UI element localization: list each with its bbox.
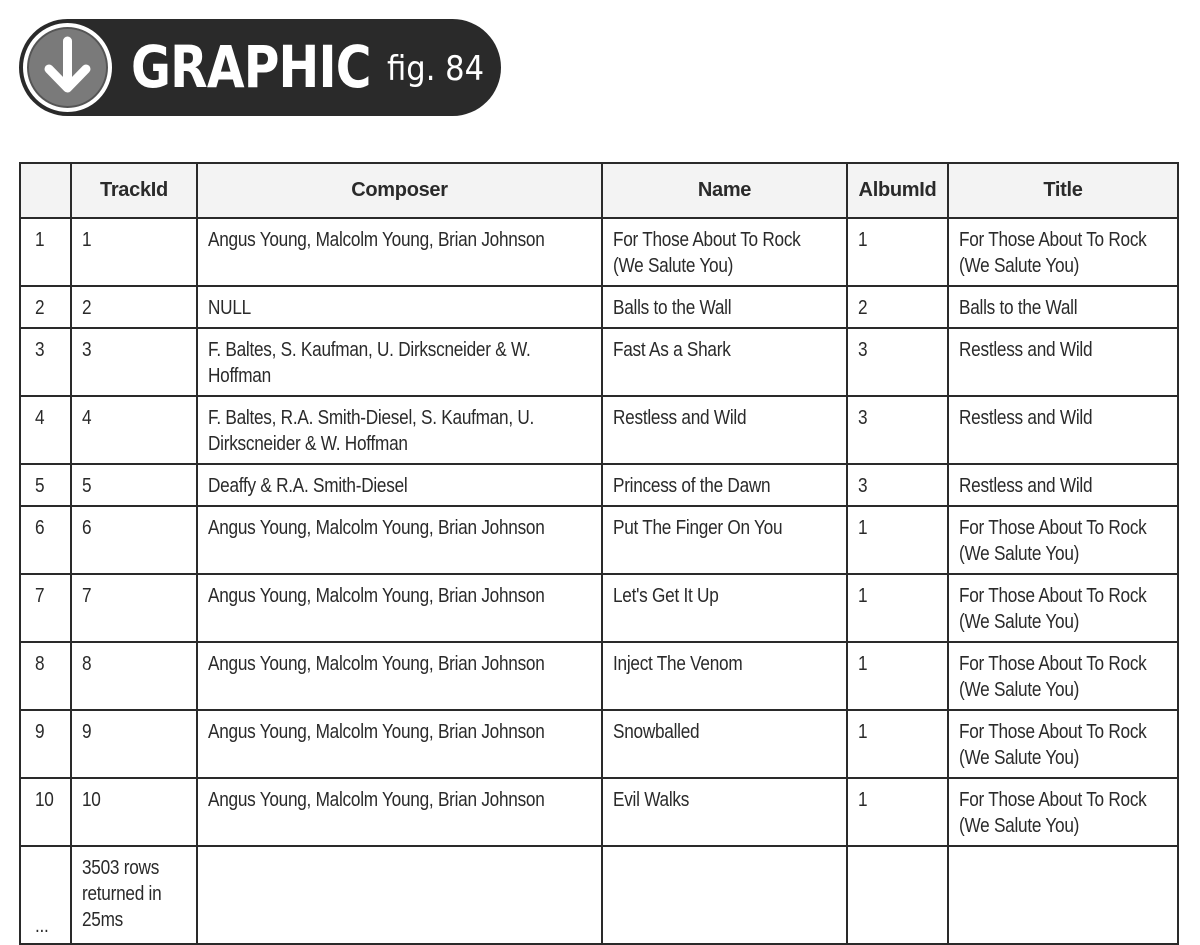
cell-albumid: 2 (847, 286, 948, 328)
table-row[interactable] (20, 710, 1178, 778)
cell-title: For Those About To Rock (We Salute You) (948, 778, 1178, 846)
table-row[interactable] (20, 218, 1178, 286)
row-index: 10 (20, 778, 71, 846)
cell-title: Restless and Wild (948, 328, 1178, 396)
cell-composer: F. Baltes, S. Kaufman, U. Dirkscneider & W. Hoffman (197, 328, 602, 396)
cell-composer: Angus Young, Malcolm Young, Brian Johnson (197, 506, 602, 574)
cell-trackid: 1 (71, 218, 197, 286)
cell-title: Restless and Wild (948, 396, 1178, 464)
cell-trackid: 7 (71, 574, 197, 642)
empty-cell (948, 846, 1178, 944)
arrow-down-icon (23, 23, 112, 112)
cell-albumid: 1 (847, 506, 948, 574)
cell-name: Put The Finger On You (602, 506, 847, 574)
cell-title: For Those About To Rock (We Salute You) (948, 574, 1178, 642)
table-row[interactable] (20, 574, 1178, 642)
column-header-trackid[interactable]: TrackId (71, 163, 197, 218)
cell-title: For Those About To Rock (We Salute You) (948, 218, 1178, 286)
cell-trackid: 6 (71, 506, 197, 574)
cell-name: Restless and Wild (602, 396, 847, 464)
table-row[interactable] (20, 642, 1178, 710)
column-header-index[interactable] (20, 163, 71, 218)
cell-trackid: 9 (71, 710, 197, 778)
cell-name: Let's Get It Up (602, 574, 847, 642)
cell-albumid: 1 (847, 574, 948, 642)
query-results-table (19, 162, 1179, 945)
rows-returned-status: 3503 rows returned in 25ms (71, 846, 197, 944)
table-footer-row (20, 846, 1178, 944)
row-index: 3 (20, 328, 71, 396)
graphic-badge (19, 19, 501, 116)
cell-albumid: 1 (847, 710, 948, 778)
cell-title: For Those About To Rock (We Salute You) (948, 710, 1178, 778)
cell-trackid: 2 (71, 286, 197, 328)
row-index: 6 (20, 506, 71, 574)
cell-albumid: 3 (847, 464, 948, 506)
cell-name: Fast As a Shark (602, 328, 847, 396)
empty-cell (602, 846, 847, 944)
row-index: 2 (20, 286, 71, 328)
cell-albumid: 1 (847, 218, 948, 286)
cell-name: For Those About To Rock (We Salute You) (602, 218, 847, 286)
cell-composer: NULL (197, 286, 602, 328)
column-header-albumid[interactable]: AlbumId (847, 163, 948, 218)
cell-composer: Angus Young, Malcolm Young, Brian Johnson (197, 574, 602, 642)
cell-trackid: 10 (71, 778, 197, 846)
table-row[interactable] (20, 464, 1178, 506)
cell-title: Restless and Wild (948, 464, 1178, 506)
table-row[interactable] (20, 328, 1178, 396)
header-row (20, 163, 1178, 218)
cell-title: Balls to the Wall (948, 286, 1178, 328)
cell-name: Inject The Venom (602, 642, 847, 710)
empty-cell (197, 846, 602, 944)
cell-trackid: 5 (71, 464, 197, 506)
row-index: 9 (20, 710, 71, 778)
cell-name: Snowballed (602, 710, 847, 778)
cell-composer: Angus Young, Malcolm Young, Brian Johnson (197, 778, 602, 846)
table-row[interactable] (20, 506, 1178, 574)
more-rows-ellipsis: ... (20, 846, 71, 944)
cell-composer: Deaffy & R.A. Smith-Diesel (197, 464, 602, 506)
table-row[interactable] (20, 286, 1178, 328)
column-header-title[interactable]: Title (948, 163, 1178, 218)
row-index: 4 (20, 396, 71, 464)
cell-composer: Angus Young, Malcolm Young, Brian Johnson (197, 710, 602, 778)
cell-name: Princess of the Dawn (602, 464, 847, 506)
cell-trackid: 8 (71, 642, 197, 710)
cell-title: For Those About To Rock (We Salute You) (948, 506, 1178, 574)
row-index: 7 (20, 574, 71, 642)
cell-trackid: 3 (71, 328, 197, 396)
row-index: 1 (20, 218, 71, 286)
empty-cell (847, 846, 948, 944)
cell-name: Balls to the Wall (602, 286, 847, 328)
table-row[interactable] (20, 396, 1178, 464)
cell-composer: F. Baltes, R.A. Smith-Diesel, S. Kaufman, U. Dirkscneider & W. Hoffman (197, 396, 602, 464)
figure-label: fig. 84 (387, 49, 485, 89)
column-header-name[interactable]: Name (602, 163, 847, 218)
cell-albumid: 1 (847, 642, 948, 710)
cell-name: Evil Walks (602, 778, 847, 846)
cell-albumid: 1 (847, 778, 948, 846)
cell-title: For Those About To Rock (We Salute You) (948, 642, 1178, 710)
cell-composer: Angus Young, Malcolm Young, Brian Johnson (197, 218, 602, 286)
column-header-composer[interactable]: Composer (197, 163, 602, 218)
row-index: 8 (20, 642, 71, 710)
table-row[interactable] (20, 778, 1178, 846)
badge-title: GRAPHIC (131, 33, 371, 101)
cell-composer: Angus Young, Malcolm Young, Brian Johnson (197, 642, 602, 710)
cell-albumid: 3 (847, 396, 948, 464)
row-index: 5 (20, 464, 71, 506)
cell-trackid: 4 (71, 396, 197, 464)
cell-albumid: 3 (847, 328, 948, 396)
